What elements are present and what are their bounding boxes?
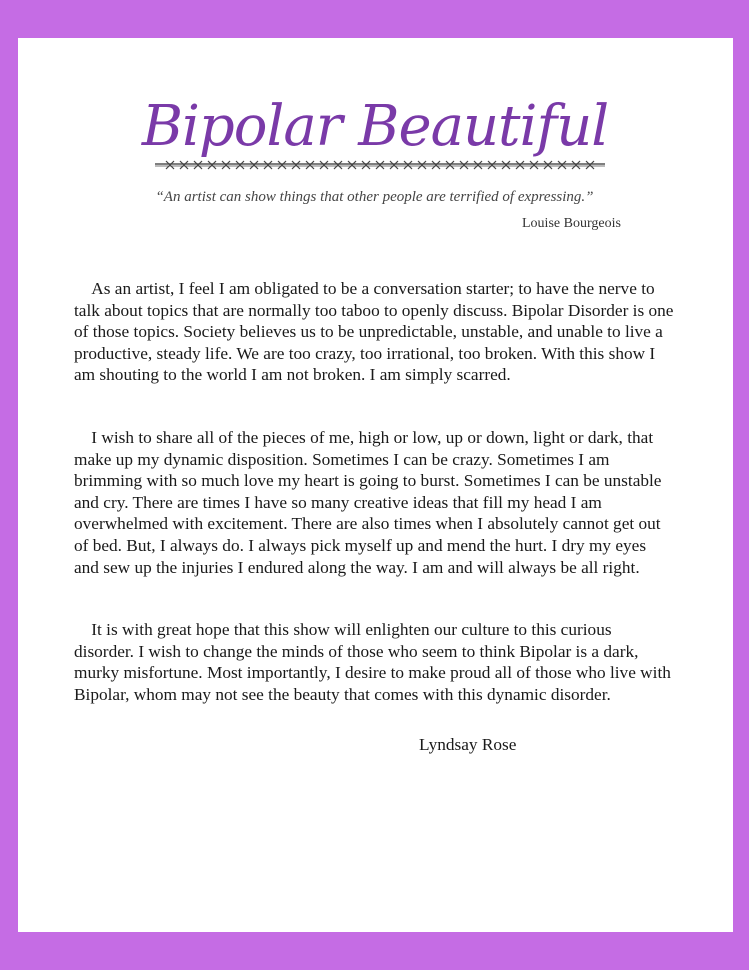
body-paragraph: It is with great hope that this show will enlighten our culture to this curious disorder. I wish to change the minds of those who seem to think Bipolar is a dark, murky misfortune. Most importantly, I desire to make proud all of those who live with Bipolar, whom may not see the beauty that comes with this dynamic disorder. — [74, 620, 671, 704]
document-title: Bipolar Beautiful — [141, 94, 609, 159]
body-paragraph: As an artist, I feel I am obligated to be a conversation starter; to have the nerve to talk about topics that are normally too taboo to openly discuss. Bipolar Disorder is one of those topics. Society believes us to be unpredictable, unstable, and unable to live a productive, steady life. We are too crazy, too irrational, too broken. With this show I am shouting to the world I am not broken. I am simply scarred. — [74, 279, 674, 385]
epigraph-author: Louise Bourgeois — [522, 216, 621, 231]
body-paragraph: I wish to share all of the pieces of me, high or low, up or down, light or dark, that make up my dynamic disposition. Sometimes I can be crazy. Sometimes I am brimming with so much love my heart is going to burst. Sometimes I can be unstable and cry. There are times I have so many creative ideas that fill my head I am overwhelmed with excitement. There are also times when I absolutely cannot get out of bed. But, I always do. I always pick myself up and mend the hurt. I dry my eyes and sew up the injuries I endured along the way. I am and will always be all right. — [74, 428, 662, 577]
title-block — [140, 72, 610, 182]
signature: Lyndsay Rose — [419, 735, 517, 754]
epigraph-quote: “An artist can show things that other people are terrified of expressing.” — [155, 189, 594, 205]
